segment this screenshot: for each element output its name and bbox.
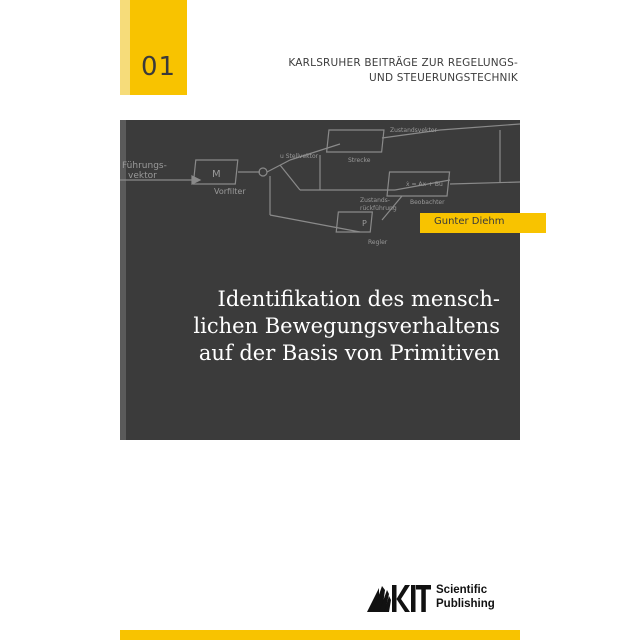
book-title-line-3: auf der Basis von Primitiven (198, 341, 500, 365)
author-bar (420, 213, 546, 233)
kit-logo (365, 582, 431, 612)
diagram-label-5: Zustandsvektor (390, 127, 438, 134)
diagram-label-3: Vorfilter (214, 187, 246, 196)
diagram-label-12: Beobachter (410, 199, 445, 206)
diagram-label-9: P (362, 219, 367, 228)
bottom-accent-bar (120, 630, 520, 640)
author-name: Gunter Diehm (434, 216, 505, 227)
series-number-block (130, 0, 187, 95)
series-title (282, 56, 518, 86)
block-diagram-illustration (120, 120, 520, 260)
diagram-label-8: rückführung (360, 205, 397, 212)
book-title (150, 286, 500, 367)
series-number: 01 (140, 52, 177, 82)
diagram-label-11: ẋ = Ax + Bu (406, 181, 443, 188)
book-title-line-1: Identifikation des mensch- (217, 287, 500, 311)
cover-image-panel (120, 120, 520, 440)
diagram-label-7: Zustands- (360, 197, 390, 204)
diagram-label-0: Führungs- (122, 161, 167, 171)
diagram-label-10: Regler (368, 239, 388, 246)
publisher-line-2: Publishing (436, 598, 495, 610)
diagram-label-1: vektor (128, 171, 157, 181)
diagram-label-6: Strecke (348, 157, 371, 164)
book-title-line-2: lichen Bewegungsverhaltens (193, 314, 500, 338)
diagram-label-2: M (212, 169, 221, 180)
series-accent-strip (120, 0, 130, 95)
series-title-line-2: UND STEUERUNGSTECHNIK (369, 72, 518, 84)
publisher-line-1: Scientific (436, 584, 488, 596)
diagram-label-4: u Stellvektor (280, 153, 319, 160)
publisher-logo (365, 582, 505, 614)
publisher-name (436, 583, 495, 611)
series-title-line-1: KARLSRUHER BEITRÄGE ZUR REGELUNGS- (288, 57, 518, 69)
